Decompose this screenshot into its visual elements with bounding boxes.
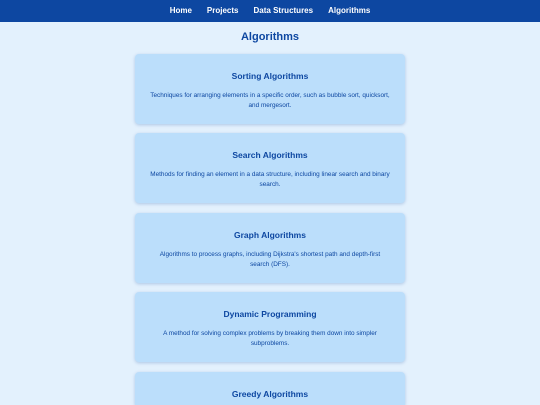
card-sorting-algorithms[interactable] [135, 54, 405, 124]
card-title: Search Algorithms [232, 150, 308, 160]
card-title: Dynamic Programming [223, 309, 317, 319]
card-title: Greedy Algorithms [231, 389, 309, 399]
card-description: Algorithms to process graphs, including Dijkstra's shortest path and depth-first search (DFS). [159, 251, 381, 268]
card-description: A method for solving complex problems by breaking them down into simpler subproblems. [163, 330, 377, 347]
top-navigation-bar [0, 0, 540, 22]
card-title: Graph Algorithms [234, 230, 306, 240]
card-title: Sorting Algorithms [231, 71, 309, 81]
page-title: Algorithms [240, 31, 300, 43]
nav-link-algorithms[interactable]: Algorithms [328, 6, 371, 15]
nav-link-projects[interactable]: Projects [206, 6, 239, 15]
card-graph-algorithms[interactable] [135, 213, 405, 283]
card-greedy-algorithms[interactable] [135, 372, 405, 405]
nav-link-home[interactable]: Home [169, 6, 192, 15]
card-search-algorithms[interactable] [135, 133, 405, 203]
card-description: Methods for finding an element in a data structure, including linear search and binary search. [150, 171, 390, 188]
card-dynamic-programming[interactable] [135, 292, 405, 362]
card-description: Techniques for arranging elements in a specific order, such as bubble sort, quicksort, and mergesort. [150, 92, 390, 109]
nav-link-data-structures[interactable]: Data Structures [253, 6, 314, 15]
